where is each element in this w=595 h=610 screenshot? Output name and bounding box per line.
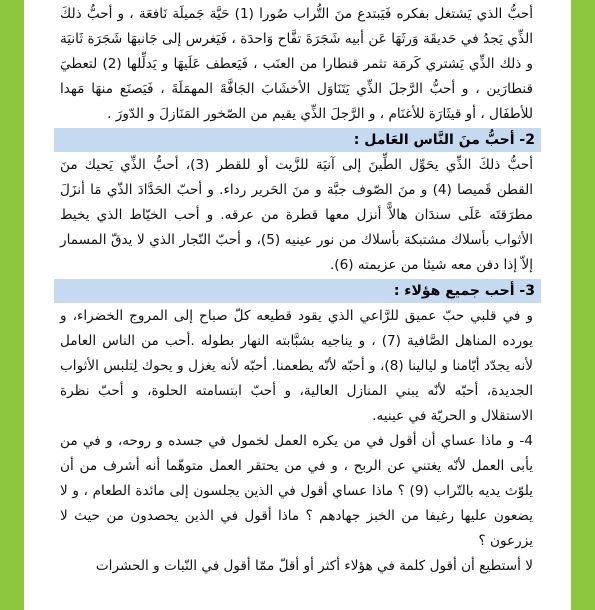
section-2-paragraph: أحبُّ ذلكَ الذِّي يحَوِّل الطِّينَ إلى آنيَة للزَّيت أو للقطر (3)، أحبُّ الذِّي يَحيك منَ القطن قَميصا (4) و منَ الصّوف جبَّة و منَ الحَرير رداء. و أحبّ الحَدَّادَ الذّي مَا أنزَلَ مطرَقتَه عَلَى سندَان هالاًّ أنزل معها قطرة من عرقه. و أحب الخيّاط الذي يخيط الأثواب بأسلاك مشتبكة بأسلاك من نور عينيه (5)، و أحبّ النّجار الذي لا يدقّ المسمار إلاّ إذا دفن معه شيئا من عزيمته (6). xyxy=(60,157,533,273)
document-body xyxy=(54,0,541,610)
section-1-paragraph: أحبُّ الذي يَشتغل بفكره فَيَبتدع منَ التُّراب صُورا (1) حَيَّة جَميلَة نَافعَة ، و أحبُّ ذلكَ الذِّي يَجدُ في حَديقَة وَرثَهَا عَن أبيه شَجَرَةَ تفَّاح وَاحدَة ، فَيَغرس إلى جَانبهَا شَجَرَة ثَانيَة و ذلك الذِّي يَشتري كَرمَة تثمر قنطارا من العنَب ، فَيَعطف عَلَيهَا و يَدلِّلها (2) لتعطيَ قنطارَين ، و أحبُّ الرَّجلَ الذِّي يَتَنَاوَل الأخشَابَ الجَافَّةَ المهمَلَةَ ، فَيَصنَع منهَا مَهدا للأطفَال ، أو قيثَارَة للأغنَام ، و الرَّجلَ الذِّي يقيم من الصّخور المَنَازلَ و الدّورَ . xyxy=(60,6,533,122)
section-3-heading: 3- أحب جميع هؤلاء : xyxy=(54,279,541,303)
section-5-paragraph: لا أستطيع أن أقول كلمة في هؤلاء أكثر أو أقلّ ممّا أقول في النّبات و الحشرات xyxy=(95,558,533,574)
section-4-paragraph: 4- و ماذا عساي أن أقول في من يكره العمل لخمول في جسده و روحه، و في من يأبى العمل لأنّه يغتني عن الربح ، و في من يحتقر العمل متوهّما أنه أشرف من أن يلوّث يديه بالتّراب (9) ؟ ماذا عساي أقول في الذين يجلسون إلى مائدة الطعام ، و لا يضعون عليها رغيفا من الخبز جهادهم ؟ ماذا أقول في الذين يحصدون من حيث لا يزرعون ؟ xyxy=(60,433,534,549)
section-3-paragraph: و في قلبي حبّ عميق للرَّاعي الذي يقود قطيعه كلّ صباح إلى المروج الخضراء، و يورده المناهل الصَّافية (7) ، و يناجيه بشبَّابته النهار بطوله .أحب من الناس العامل لأنه يجدّد أيّامنا و ليالينا (8)، و أحبّه لأنّه يطعمنا. أحبّه لأنه يغزل و يحوك لِتلبس الأثواب الجديدة، أحبّه لأنّه يبني المنازل العالية، و أحبّ ابتسامته الحلوة، و أحبّ نظرة الاستقلال و الحريّة في عينيه. xyxy=(60,308,533,424)
section-2-heading: 2- أحبُّ منَ النَّاس العَامل : xyxy=(54,128,541,152)
